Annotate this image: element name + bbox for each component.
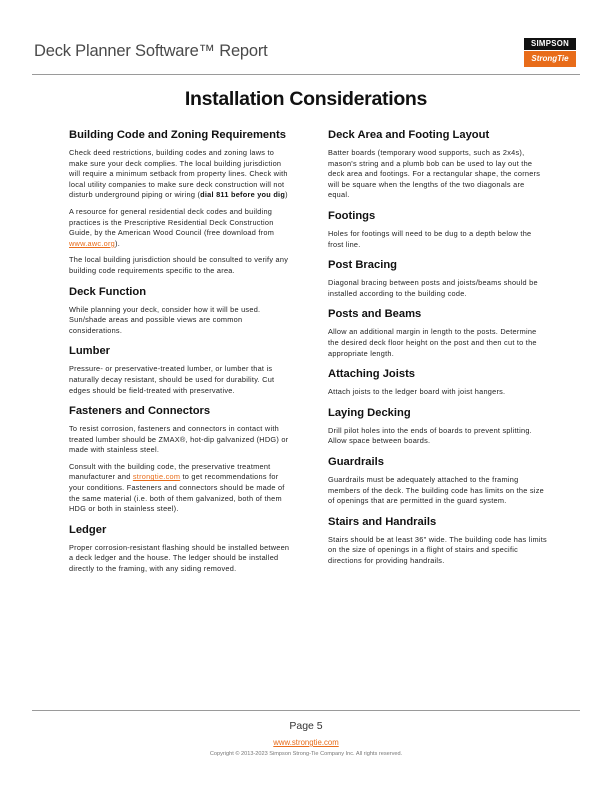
right-column xyxy=(328,128,548,574)
footer-divider xyxy=(32,710,580,711)
paragraph: While planning your deck, consider how it will be used. Sun/shade areas and possible views are common considerations. xyxy=(69,304,261,335)
section-heading: Attaching Joists xyxy=(328,368,416,381)
paragraph: Guardrails must be adequately attached to the framing members of the deck. The building code has limits on the size of openings that are permitted in the guard system. xyxy=(328,474,544,506)
section-heading: Ledger xyxy=(69,523,107,536)
strongtie-link[interactable]: strongtie.com xyxy=(132,472,181,482)
paragraph: Proper corrosion-resistant flashing should be installed between a deck ledger and the house. The ledger should be installed directly to the framing, with any siding removed. xyxy=(69,542,290,574)
paragraph: Allow an additional margin in length to the posts. Determine the desired deck floor height on the post and then cut to the appropriate length. xyxy=(328,327,537,358)
paragraph: Check deed restrictions, building codes and zoning laws to make sure your deck complies. The local building jurisdiction will require a minimum setback from property lines. Check with local utility companies to make sure deck construction will not disturb underground piping or wiring (dial 811 before you dig) xyxy=(69,148,288,200)
section-guardrails xyxy=(328,455,548,507)
section-post-bracing xyxy=(328,258,548,299)
section-heading: Laying Decking xyxy=(328,406,411,419)
section-laying-decking xyxy=(328,406,548,447)
copyright-notice: Copyright © 2013-2023 Simpson Strong-Tie Company Inc. All rights reserved. xyxy=(209,751,403,757)
section-footings xyxy=(328,209,548,250)
section-stairs xyxy=(328,515,548,567)
section-heading: Footings xyxy=(328,209,376,222)
paragraph: To resist corrosion, fasteners and connectors in contact with treated lumber should be ZMAX®, hot-dip galvanized (HDG) or made with stainless steel. xyxy=(69,424,289,455)
section-lumber xyxy=(69,344,291,396)
paragraph: The local building jurisdiction should be consulted to verify any building code requirements specific to the area. xyxy=(69,255,289,275)
simpson-strongtie-logo xyxy=(524,38,576,67)
section-fasteners xyxy=(69,404,291,515)
paragraph: A resource for general residential deck codes and building practices is the Prescriptive Residential Deck Construction Guide, by the American Wood Council (free download from www.awc.org). xyxy=(69,206,275,248)
footer-url-link[interactable]: www.strongtie.com xyxy=(273,738,339,747)
section-heading: Stairs and Handrails xyxy=(328,515,437,528)
paragraph: Stairs should be at least 36" wide. The building code has limits on the size of openings in a flight of stairs and specific directions for providing handrails. xyxy=(328,534,547,565)
section-heading: Building Code and Zoning Requirements xyxy=(69,129,286,141)
paragraph: Pressure- or preservative-treated lumber, or lumber that is naturally decay resistant, should be used for durability. Cut edges should be field-treated with preservative. xyxy=(69,364,275,395)
dial-811-note: dial 811 before you dig xyxy=(200,190,286,200)
section-building-code xyxy=(69,128,291,277)
paragraph: Drill pilot holes into the ends of boards to prevent splitting. Allow space between boards. xyxy=(328,425,532,446)
section-heading: Post Bracing xyxy=(328,259,398,272)
header-divider xyxy=(32,74,580,75)
logo-simpson-text: SIMPSON xyxy=(524,38,576,50)
section-posts-beams xyxy=(328,307,548,359)
paragraph: Diagonal bracing between posts and joists/beams should be installed according to the building code. xyxy=(328,278,538,298)
left-column xyxy=(69,128,291,583)
section-ledger xyxy=(69,523,291,575)
logo-strongtie-text: StrongTie xyxy=(524,51,576,67)
section-deck-area xyxy=(328,128,548,201)
section-heading: Fasteners and Connectors xyxy=(69,405,211,418)
report-title: Deck Planner Software™ Report xyxy=(34,42,268,60)
page-title: Installation Considerations xyxy=(184,88,428,110)
section-attaching-joists xyxy=(328,367,548,398)
page-number: Page 5 xyxy=(289,720,323,732)
awc-link[interactable]: www.awc.org xyxy=(69,238,116,248)
section-heading: Posts and Beams xyxy=(328,308,422,321)
paragraph: Attach joists to the ledger board with joist hangers. xyxy=(328,387,506,397)
section-heading: Deck Function xyxy=(69,285,147,298)
paragraph: Holes for footings will need to be dug to a depth below the frost line. xyxy=(328,228,532,249)
paragraph: Consult with the building code, the preservative treatment manufacturer and strongtie.com to get recommendations for your conditions. Fasteners and connectors should be made of the same material (i.e. both of them galvanized, both of them HDG or both in stainless steel). xyxy=(69,461,285,514)
section-heading: Lumber xyxy=(69,345,111,358)
section-heading: Guardrails xyxy=(328,455,384,468)
section-heading: Deck Area and Footing Layout xyxy=(328,129,490,141)
section-deck-function xyxy=(69,285,291,337)
paragraph: Batter boards (temporary wood supports, such as 2x4s), mason's string and a plumb bob can be used to lay out the deck area and footings. For a rectangular shape, the corners will be square when the lengths of the two diagonals are equal. xyxy=(328,148,541,200)
